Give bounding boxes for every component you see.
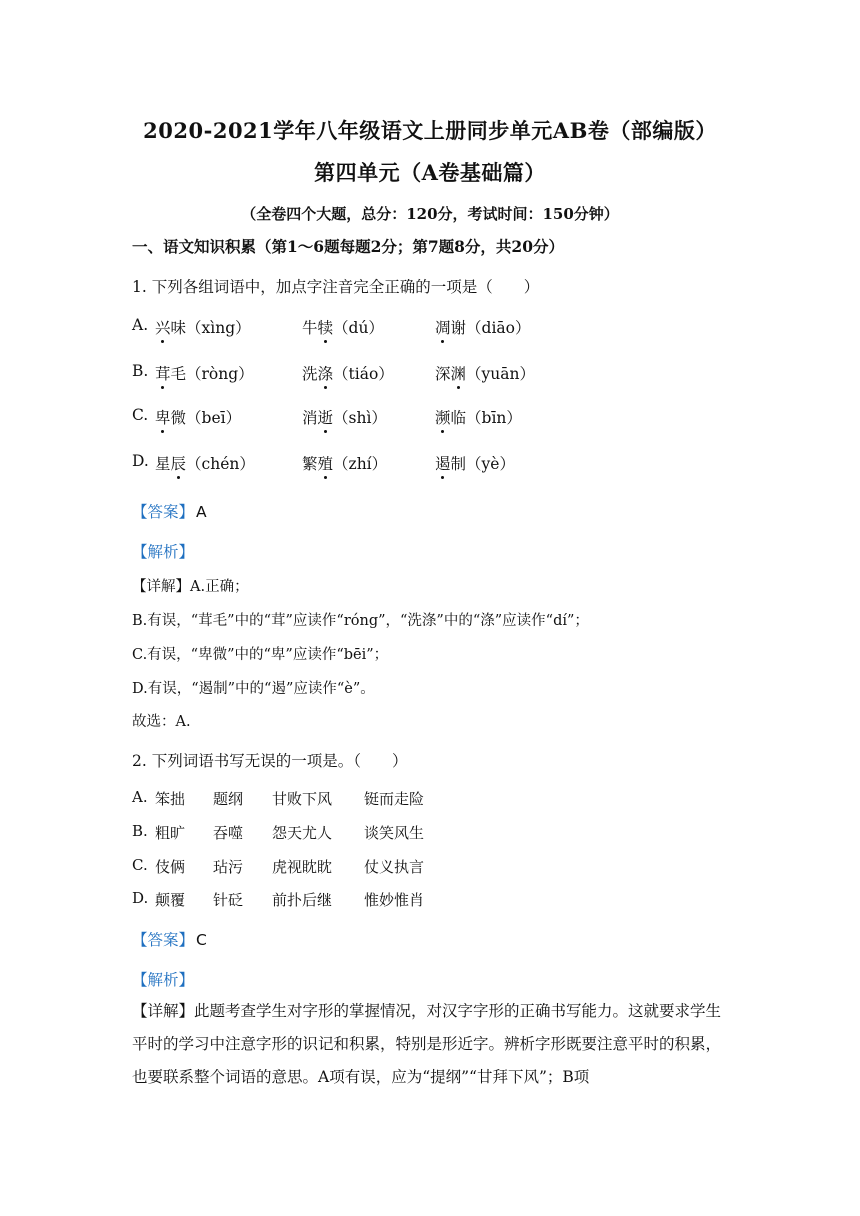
word-text: 繁 <box>302 455 318 473</box>
option-letter: A. <box>132 316 149 334</box>
option-word <box>435 406 522 428</box>
dotted-character: 渊 <box>451 362 467 384</box>
word-pinyin: 临（bīn） <box>450 409 522 427</box>
option-letter: A. <box>132 788 148 806</box>
option-word <box>302 406 387 428</box>
dotted-character: 兴 <box>155 316 171 338</box>
option-word: 吞噬 <box>213 824 244 842</box>
analysis-label: 【解析】 <box>132 971 195 989</box>
analysis-label: 【解析】 <box>132 543 195 561</box>
detail-line: C.有误，“卑微”中的“卑”应读作“bēi”； <box>132 647 389 663</box>
option-letter: D. <box>132 452 149 470</box>
word-pinyin: （yuān） <box>466 365 535 383</box>
option-word <box>155 452 255 474</box>
dotted-character: 遏 <box>435 452 451 474</box>
option-word: 谈笑风生 <box>364 824 425 842</box>
option-word <box>302 362 394 384</box>
dotted-character: 辰 <box>171 452 187 474</box>
option-letter: C. <box>132 406 149 424</box>
option-word: 前扑后继 <box>272 891 333 909</box>
answer-tag: 【答案】 <box>132 931 195 949</box>
word-pinyin: （zhí） <box>333 455 388 473</box>
option-word: 铤而走险 <box>364 790 425 808</box>
detail-line: 【详解】A.正确； <box>132 579 249 595</box>
dotted-character: 濒 <box>435 406 451 428</box>
exam-info: （全卷四个大题，总分：120分，考试时间：150分钟） <box>241 205 619 223</box>
option-word <box>302 316 384 338</box>
option-word: 怨天尤人 <box>272 824 333 842</box>
option-word <box>155 316 251 338</box>
dotted-character: 逝 <box>318 406 334 428</box>
option-word: 惟妙惟肖 <box>364 891 425 909</box>
question-2-stem: 2. 下列词语书写无误的一项是。（ ） <box>132 752 408 770</box>
word-pinyin: （tiáo） <box>333 365 394 383</box>
answer-label <box>132 928 207 950</box>
word-text: 消 <box>302 409 318 427</box>
answer-label <box>132 500 207 522</box>
word-pinyin: 微（beī） <box>170 409 242 427</box>
option-word: 仗义执言 <box>364 858 425 876</box>
dotted-character: 凋 <box>435 316 451 338</box>
word-pinyin: （shì） <box>333 409 387 427</box>
option-word: 针砭 <box>213 891 244 909</box>
option-word: 题纲 <box>213 790 244 808</box>
option-letter: D. <box>132 889 149 907</box>
detail-paragraph: 【详解】此题考查学生对字形的掌握情况，对汉字字形的正确书写能力。这就要求学生平时的学习中注意字形的识记和积累，特别是形近字。辨析字形既要注意平时的积累，也要联系整个词语的意思。A项有误，应为“提纲”“甘拜下风”；B项 <box>132 1002 722 1086</box>
word-text: 深 <box>435 365 451 383</box>
answer-tag: 【答案】 <box>132 503 195 521</box>
word-text: 星 <box>155 455 171 473</box>
detail-line: D.有误，“遏制”中的“遏”应读作“è”。 <box>132 681 375 697</box>
word-pinyin: 毛（ròng） <box>170 365 254 383</box>
dotted-character: 殖 <box>318 452 334 474</box>
detail-line: 故选：A. <box>132 714 191 730</box>
document-title: 2020-2021学年八年级语文上册同步单元AB卷（部编版） <box>143 118 717 143</box>
answer-value: A <box>196 503 207 521</box>
detail-line: B.有误，“茸毛”中的“茸”应读作“róng”，“洗涤”中的“涤”应读作“dí”； <box>132 613 589 629</box>
option-word: 玷污 <box>213 858 244 876</box>
word-pinyin: 味（xìng） <box>170 319 251 337</box>
dotted-character: 卑 <box>155 406 171 428</box>
option-word <box>435 452 515 474</box>
option-word <box>155 362 254 384</box>
option-letter: B. <box>132 822 148 840</box>
option-word: 虎视眈眈 <box>272 858 333 876</box>
option-word <box>435 362 535 384</box>
dotted-character: 涤 <box>318 362 334 384</box>
word-pinyin: 制（yè） <box>450 455 515 473</box>
question-1-stem: 1. 下列各组词语中，加点字注音完全正确的一项是（ ） <box>132 278 540 296</box>
section-heading: 一、语文知识积累（第1～6题每题2分；第7题8分，共20分） <box>132 237 564 256</box>
word-text: 牛 <box>302 319 318 337</box>
word-pinyin: 谢（diāo） <box>450 319 531 337</box>
option-letter: B. <box>132 362 149 380</box>
word-text: 洗 <box>302 365 318 383</box>
document-subtitle: 第四单元（A卷基础篇） <box>314 160 546 185</box>
option-word: 粗旷 <box>155 824 186 842</box>
word-pinyin: （chén） <box>186 455 255 473</box>
option-word: 笨拙 <box>155 790 186 808</box>
option-word <box>155 406 241 428</box>
option-word <box>435 316 530 338</box>
option-word: 颠覆 <box>155 891 186 909</box>
word-pinyin: （dú） <box>333 319 384 337</box>
dotted-character: 茸 <box>155 362 171 384</box>
dotted-character: 犊 <box>318 316 334 338</box>
option-word: 甘败下风 <box>272 790 333 808</box>
answer-value: C <box>196 931 207 949</box>
option-word <box>302 452 387 474</box>
option-letter: C. <box>132 856 148 874</box>
option-word: 伎俩 <box>155 858 186 876</box>
